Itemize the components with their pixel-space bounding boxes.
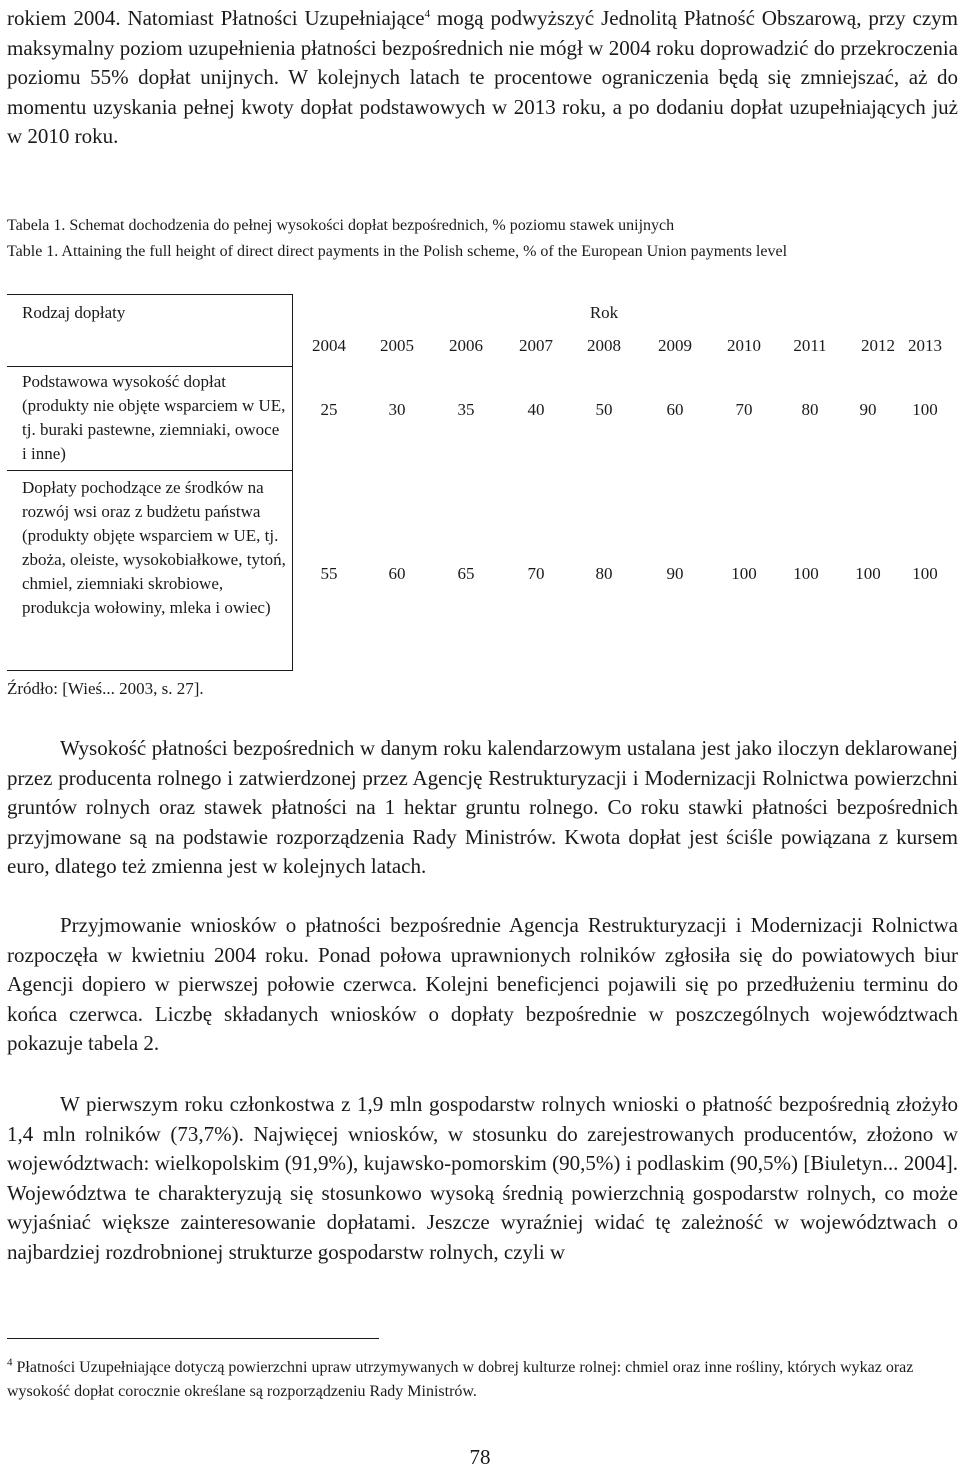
value-cell: 90 [859,400,877,419]
value-cell: 90 [666,564,684,583]
value-cell: 65 [457,564,475,583]
table-rule-header [7,366,292,367]
table-rule-row [7,470,292,471]
footnote [7,1356,952,1404]
value-cell: 80 [801,400,819,419]
year-header: Rok [589,303,619,322]
year-cell: 2013 [908,336,942,355]
value-cell: 25 [320,400,338,419]
table-rule-vertical [292,294,293,671]
value-cell: 35 [457,400,475,419]
year-cell: 2004 [312,336,346,355]
body-paragraph-1: Wysokość płatności bezpośrednich w danym roku kalendarzowym ustalana jest jako iloczyn deklarowanej przez producenta rolnego i zatwierdzonej przez Agencję Restrukturyzacji i Modernizacji Rolnictwa powierzchni gruntów rolnych oraz stawek płatności na 1 hektar gruntu rolnego. Co roku stawki płatności bezpośrednich przyjmowane są na podstawie rozporządzenia Rady Ministrów. Kwota dopłat jest ściśle powiązana z kursem euro, dlatego też zmienna jest w kolejnych latach. [7,736,958,878]
page-number: 78 [469,1445,491,1469]
year-cell: 2007 [519,336,553,355]
value-cell: 100 [855,564,881,583]
value-cell: 60 [666,400,684,419]
table-caption-pl: Tabela 1. Schemat dochodzenia do pełnej wysokości dopłat bezpośrednich, % poziomu stawek unijnych [7,217,675,234]
value-cell: 70 [735,400,753,419]
table-rule-bottom [7,670,292,671]
value-cell: 30 [388,400,406,419]
value-cell: 60 [388,564,406,583]
year-cell: 2008 [587,336,621,355]
value-cell: 40 [527,400,545,419]
footnote-marker: 4 [7,1356,13,1369]
value-cell: 80 [595,564,613,583]
row-label-supplementary: Dopłaty pochodzące ze środków na rozwój wsi oraz z budżetu państwa (produkty objęte wsparciem w UE, tj. zboża, oleiste, wysokobiałkowe, tytoń, chmiel, ziemniaki skrobiowe, produkcja wołowiny, mleka i owiec) [22,478,286,617]
footnote-ref[interactable]: 4 [424,8,431,20]
value-cell: 100 [793,564,819,583]
value-cell: 55 [320,564,338,583]
row-label-basic: Podstawowa wysokość dopłat (produkty nie objęte wsparciem w UE, tj. buraki pastewne, ziemniaki, owoce i inne) [22,372,286,463]
table-caption-en: Table 1. Attaining the full height of direct direct payments in the Polish scheme, % of the European Union payments level [7,243,788,260]
footnote-text: Płatności Uzupełniające dotyczą powierzchni upraw utrzymywanych w dobrej kulturze rolnej: chmiel oraz inne rośliny, których wykaz oraz wysokość dopłat corocznie określane są rozporządzeniu Rady Ministrów. [7,1359,914,1400]
table-rule-top [7,294,292,295]
year-cell: 2009 [658,336,692,355]
table-source: Źródło: [Wieś... 2003, s. 27]. [7,679,204,698]
year-cell: 2010 [727,336,761,355]
body-paragraph-3: W pierwszym roku członkostwa z 1,9 mln gospodarstw rolnych wnioski o płatność bezpośrednią złożyło 1,4 mln rolników (73,7%). Najwięcej wniosków, w stosunku do zarejestrowanych producentów, złożono w województwach: wielkopolskim (91,9%), kujawsko-pomorskim (90,5%) i podlaskim (90,5%) [Biuletyn... 2004]. Województwa te charakteryzują się stosunkowo wysoką średnią powierzchnią gospodarstw rolnych, co może wyjaśniać większe zainteresowanie dopłatami. Jeszcze wyraźniej widać tę zależność w województwach o najbardziej rozdrobnionej strukturze gospodarstw rolnych, czyli w [7,1092,958,1264]
col-header-type: Rodzaj dopłaty [22,303,126,322]
year-cell: 2011 [793,336,827,355]
intro-text-after: mogą podwyższyć Jednolitą Płatność Obszarową, przy czym maksymalny poziom uzupełnienia płatności bezpośrednich nie mógł w 2004 roku doprowadzić do przekroczenia poziomu 55% dopłat unijnych. W kolejnych latach te procentowe ograniczenia będą się zmniejszać, aż do momentu uzyskania pełnej kwoty dopłat podstawowych w 2013 roku, a po dodaniu dopłat uzupełniających już w 2010 roku. [7,6,959,148]
body-paragraph-2: Przyjmowanie wniosków o płatności bezpośrednie Agencja Restrukturyzacji i Modernizacji Rolnictwa rozpoczęła w kwietniu 2004 roku. Ponad połowa uprawnionych rolników zgłosiła się do powiatowych biur Agencji dopiero w pierwszej połowie czerwca. Kolejni beneficjenci pojawili się po przedłużeniu terminu do końca czerwca. Liczbę składanych wniosków o dopłaty bezpośrednie w poszczególnych województwach pokazuje tabela 2. [7,913,958,1055]
value-cell: 100 [731,564,757,583]
value-cell: 50 [595,400,613,419]
intro-paragraph [7,4,958,152]
year-cell: 2012 [861,336,895,355]
footnote-divider [7,1338,379,1339]
year-cell: 2006 [449,336,483,355]
intro-text-before: rokiem 2004. Natomiast Płatności Uzupełniające [7,6,425,30]
value-cell: 70 [527,564,545,583]
year-cell: 2005 [380,336,414,355]
value-cell: 100 [912,400,938,419]
value-cell: 100 [912,564,938,583]
